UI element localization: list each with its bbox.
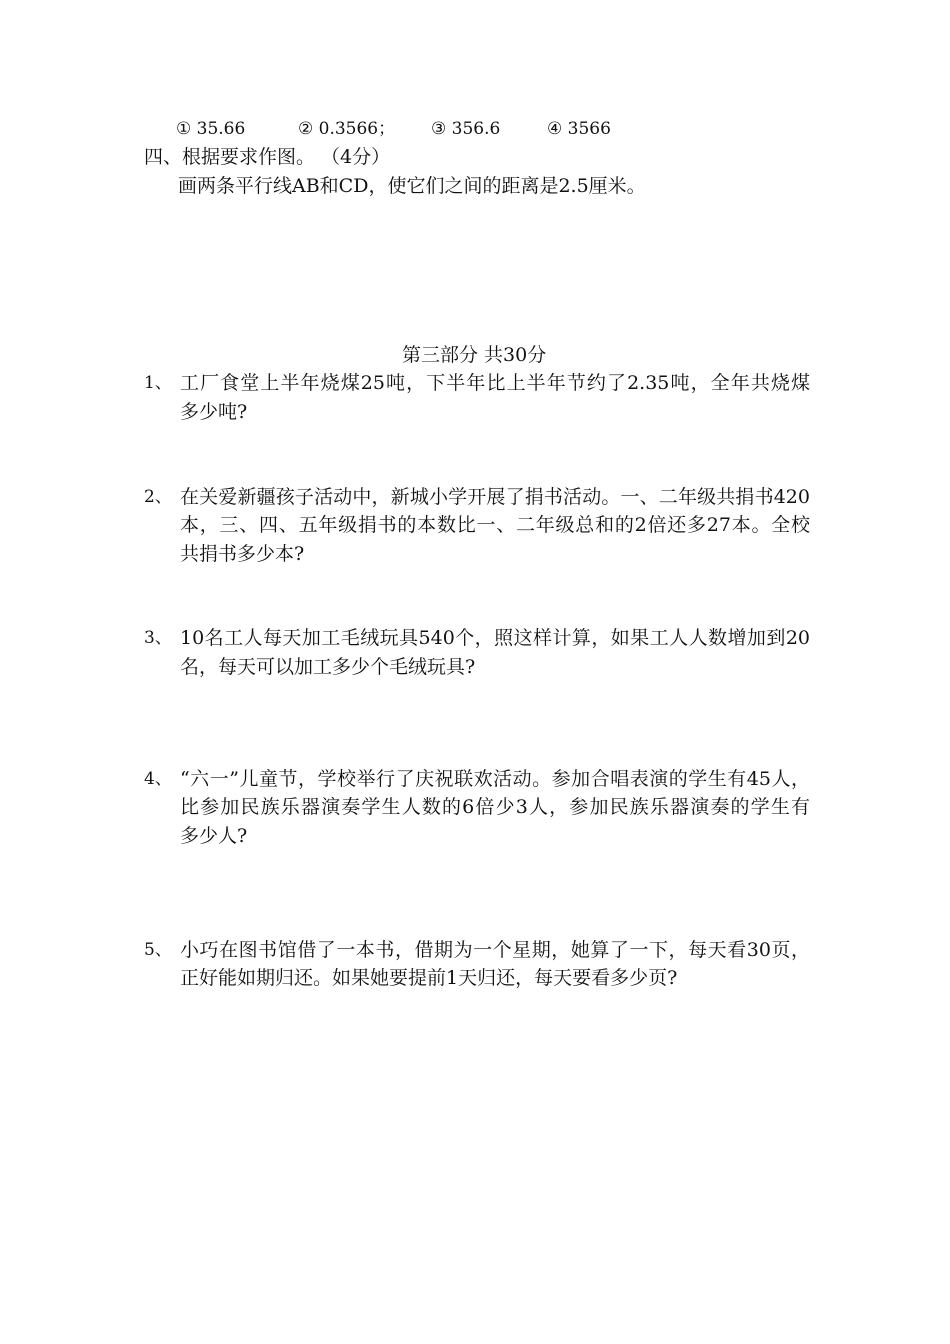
question-4-line-2: 比参加民族乐器演奏学生人数的6倍少3人，参加民族乐器演奏的学生有 bbox=[180, 796, 810, 818]
part-three-title: 第三部分 共30分 bbox=[402, 344, 547, 366]
question-1-number: 1、 bbox=[144, 373, 172, 393]
question-5-line-1: 小巧在图书馆借了一本书，借期为一个星期，她算了一下，每天看30页， bbox=[180, 939, 810, 961]
question-4-number: 4、 bbox=[144, 769, 172, 789]
question-1-line-2: 多少吨? bbox=[180, 401, 248, 423]
choice-2: ② 0.3566； bbox=[298, 119, 396, 139]
choice-3: ③ 356.6 bbox=[431, 119, 501, 139]
question-2-line-1: 在关爱新疆孩子活动中，新城小学开展了捐书活动。一、二年级共捐书420 bbox=[180, 486, 810, 508]
section-four-heading: 四、根据要求作图。 （4分） bbox=[144, 146, 391, 168]
question-4-line-3: 多少人? bbox=[180, 825, 248, 847]
question-3-number: 3、 bbox=[144, 628, 172, 648]
question-5-number: 5、 bbox=[144, 940, 172, 960]
section-four-instruction: 画两条平行线AB和CD，使它们之间的距离是2.5厘米。 bbox=[178, 175, 646, 197]
question-3-line-2: 名，每天可以加工多少个毛绒玩具? bbox=[180, 656, 476, 678]
choice-4: ④ 3566 bbox=[547, 119, 611, 139]
question-2-line-3: 共捐书多少本? bbox=[180, 543, 305, 565]
choice-1: ① 35.66 bbox=[176, 119, 246, 139]
question-2-line-2: 本，三、四、五年级捐书的本数比一、二年级总和的2倍还多27本。全校 bbox=[180, 514, 810, 536]
question-5-line-2: 正好能如期归还。如果她要提前1天归还，每天要看多少页? bbox=[180, 967, 678, 989]
question-3-line-1: 10名工人每天加工毛绒玩具540个，照这样计算，如果工人人数增加到20 bbox=[180, 627, 810, 649]
question-4-line-1: “六一”儿童节，学校举行了庆祝联欢活动。参加合唱表演的学生有45人， bbox=[180, 768, 810, 790]
question-1-line-1: 工厂食堂上半年烧煤25吨，下半年比上半年节约了2.35吨，全年共烧煤 bbox=[180, 372, 810, 394]
choice-options bbox=[176, 117, 611, 141]
question-2-number: 2、 bbox=[144, 487, 172, 507]
